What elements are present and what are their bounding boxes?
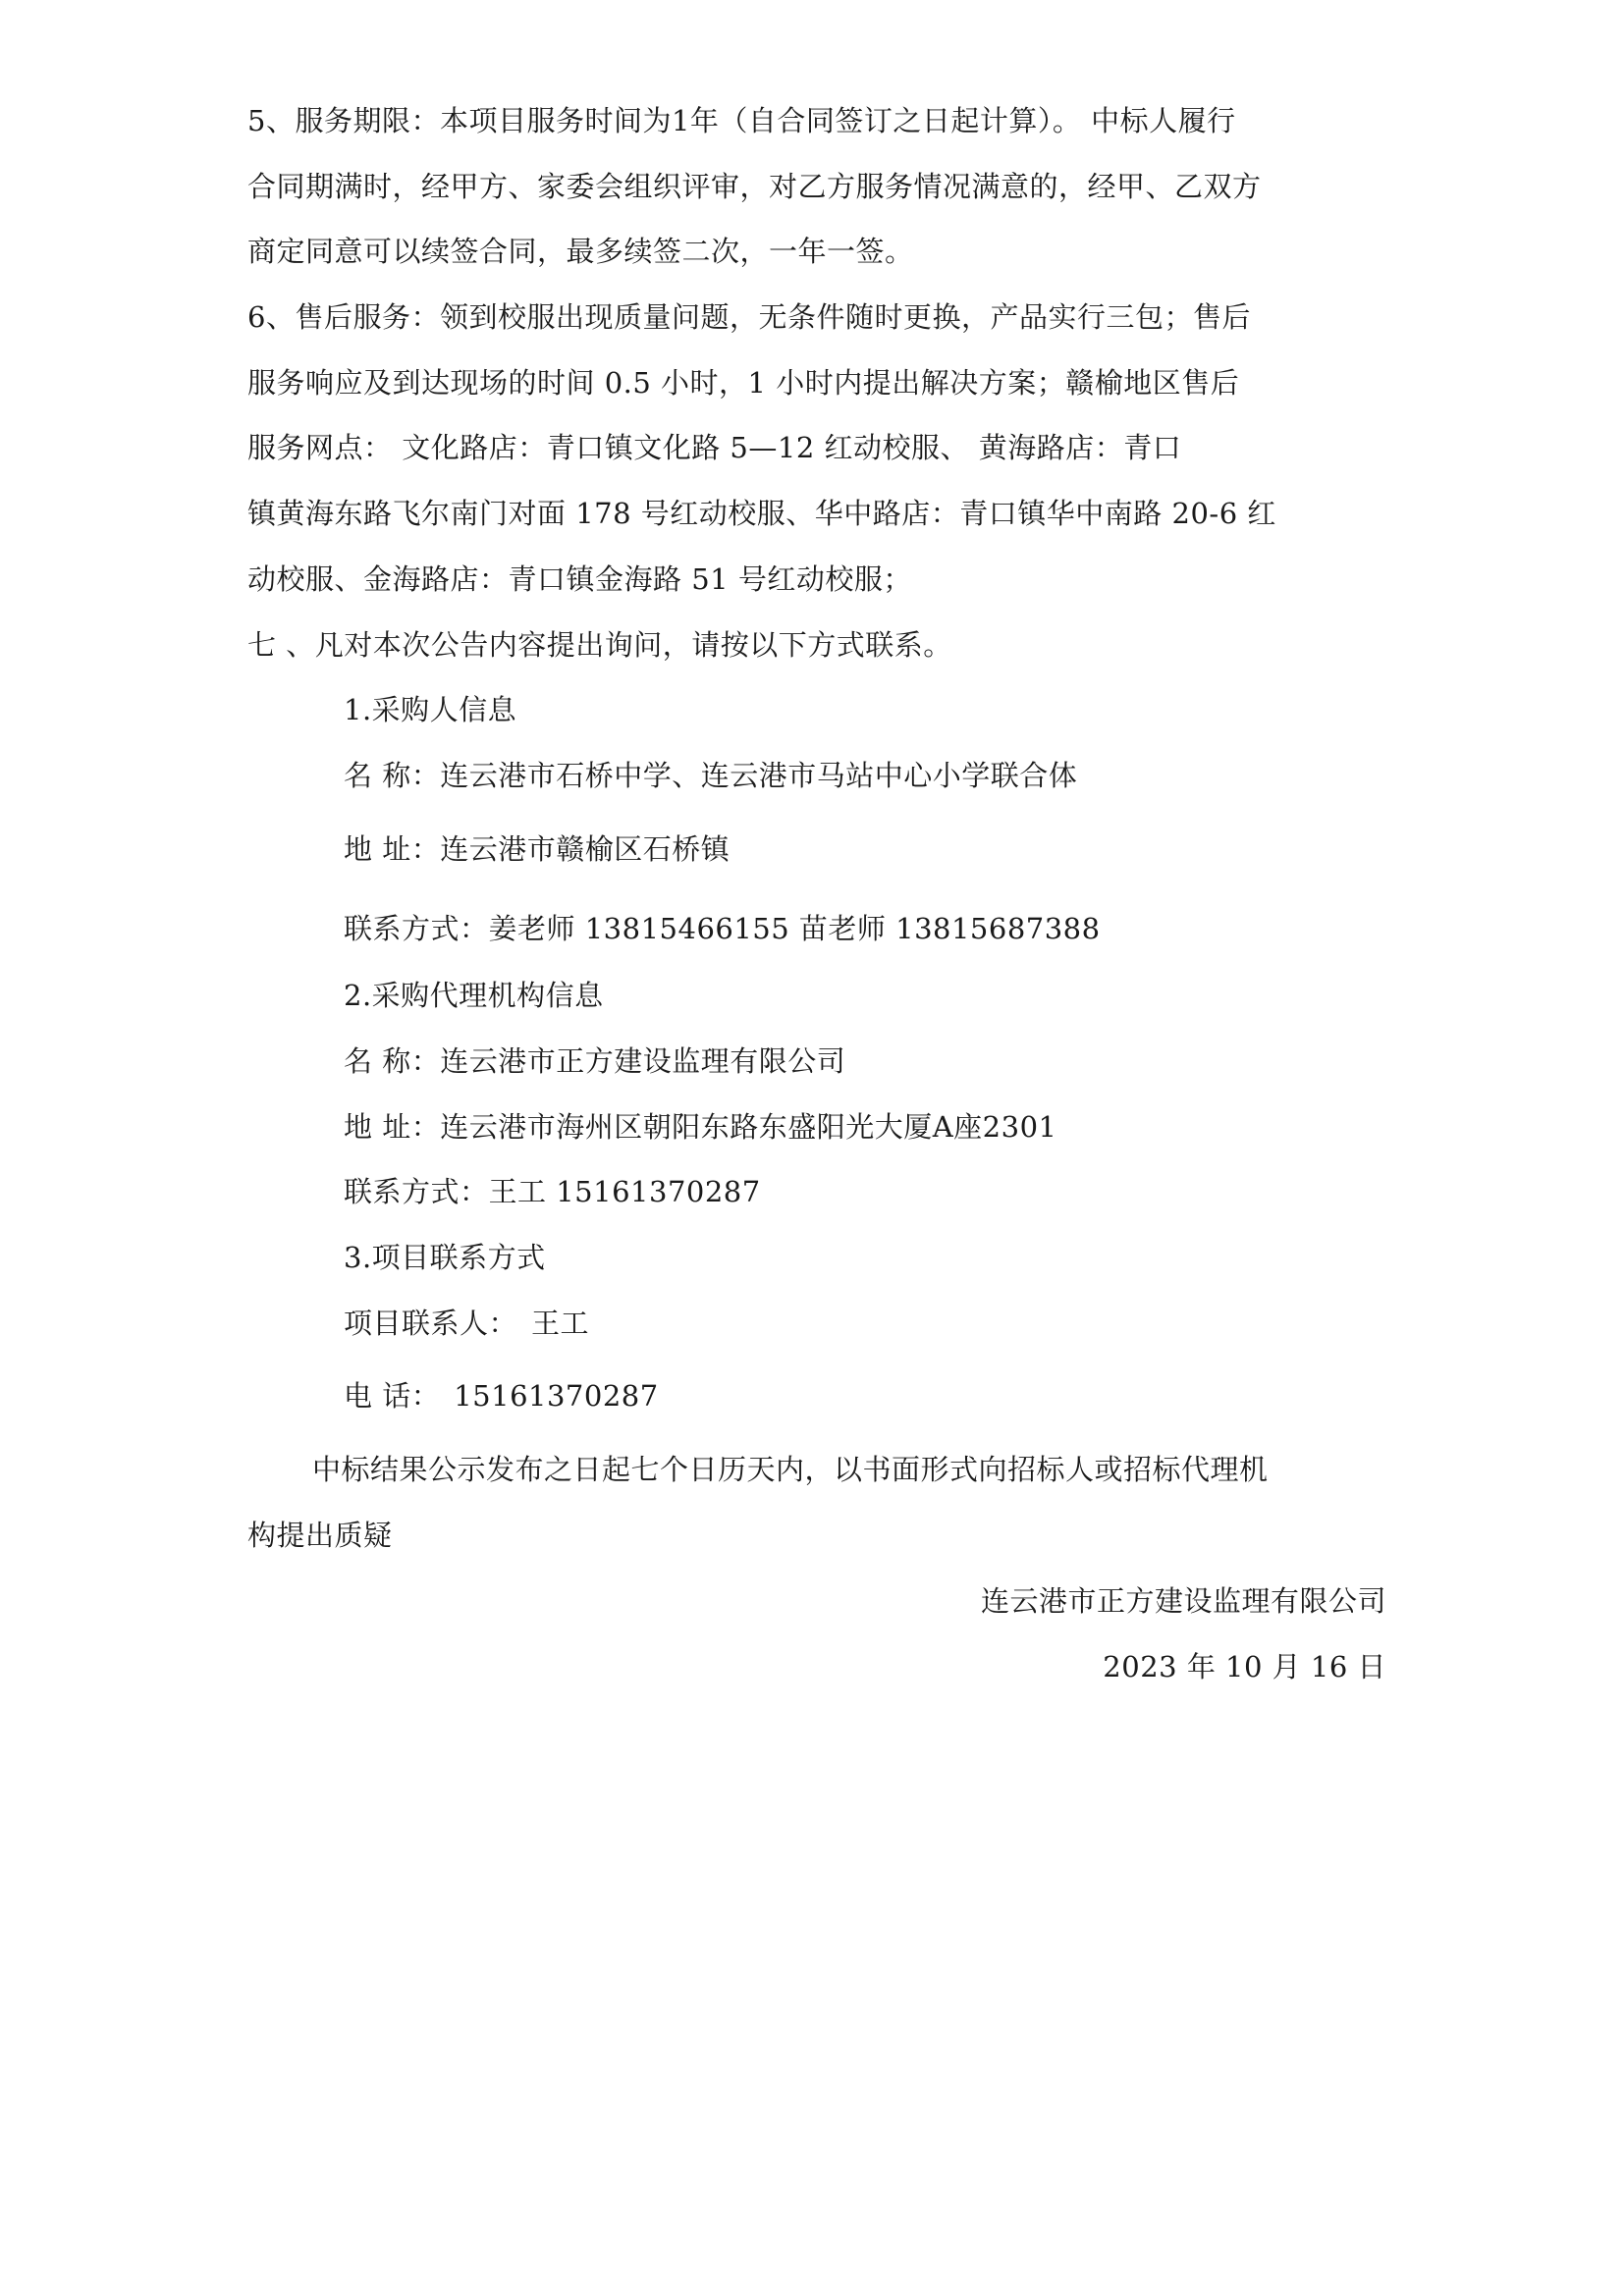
- purchaser-contact-label: 联系方式：: [344, 912, 489, 945]
- objection-line1: 中标结果公示发布之日起七个日历天内，以书面形式向招标人或招标代理机: [312, 1453, 1269, 1486]
- purchaser-name-row: [344, 759, 1483, 792]
- project-person-value: 王工: [531, 1307, 590, 1340]
- agency-address-value: 连云港市海州区朝阳东路东盛阳光大厦A座2301: [440, 1110, 1057, 1144]
- project-phone-label: 电 话：: [344, 1379, 441, 1413]
- section6-line1: 6、售后服务：领到校服出现质量问题，无条件随时更换，产品实行三包；售后: [247, 300, 1251, 334]
- section5-line3: 商定同意可以续签合同，最多续签二次，一年一签。: [247, 235, 914, 268]
- purchaser-address-label: 地 址：: [344, 832, 441, 866]
- purchaser-address-row: [344, 832, 1483, 866]
- section5-line1: 5、服务期限：本项目服务时间为1年（自合同签订之日起计算）。 中标人履行: [247, 104, 1236, 137]
- project-phone-value: 15161370287: [454, 1379, 659, 1413]
- agency-title: 2.采购代理机构信息: [344, 979, 604, 1012]
- signature-company: 连云港市正方建设监理有限公司: [980, 1584, 1386, 1618]
- agency-name-row: [344, 1044, 1483, 1078]
- purchaser-contact-row: [344, 912, 1483, 945]
- purchaser-title: 1.采购人信息: [344, 693, 517, 726]
- agency-address-label: 地 址：: [344, 1110, 441, 1144]
- project-phone-row: [344, 1379, 1483, 1413]
- section6-line3: 服务网点： 文化路店：青口镇文化路 5—12 红动校服、 黄海路店：青口: [247, 431, 1182, 464]
- agency-contact-value: 王工 15161370287: [488, 1175, 761, 1208]
- project-person-row: [344, 1307, 1483, 1340]
- agency-contact-label: 联系方式：: [344, 1175, 489, 1208]
- objection-line2: 构提出质疑: [247, 1519, 393, 1552]
- purchaser-name-value: 连云港市石桥中学、连云港市马站中心小学联合体: [440, 759, 1078, 792]
- purchaser-address-value: 连云港市赣榆区石桥镇: [440, 832, 731, 866]
- purchaser-name-label: 名 称：: [344, 759, 441, 792]
- project-person-label: 项目联系人：: [344, 1307, 518, 1340]
- purchaser-contact-value: 姜老师 13815466155 苗老师 13815687388: [488, 912, 1101, 945]
- agency-name-value: 连云港市正方建设监理有限公司: [440, 1044, 846, 1078]
- section5-line2: 合同期满时，经甲方、家委会组织评审，对乙方服务情况满意的，经甲、乙双方: [247, 170, 1262, 203]
- signature-date: 2023 年 10 月 16 日: [1103, 1650, 1386, 1683]
- agency-address-row: [344, 1110, 1483, 1144]
- section6-line4: 镇黄海东路飞尔南门对面 178 号红动校服、华中路店：青口镇华中南路 20-6 红: [247, 497, 1276, 530]
- section6-line2: 服务响应及到达现场的时间 0.5 小时，1 小时内提出解决方案；赣榆地区售后: [247, 366, 1240, 400]
- agency-name-label: 名 称：: [344, 1044, 441, 1078]
- section6-line5: 动校服、金海路店：青口镇金海路 51 号红动校服；: [247, 562, 912, 596]
- project-contact-title: 3.项目联系方式: [344, 1241, 546, 1274]
- agency-contact-row: [344, 1175, 1483, 1208]
- section7-heading: 七 、凡对本次公告内容提出询问，请按以下方式联系。: [247, 628, 952, 662]
